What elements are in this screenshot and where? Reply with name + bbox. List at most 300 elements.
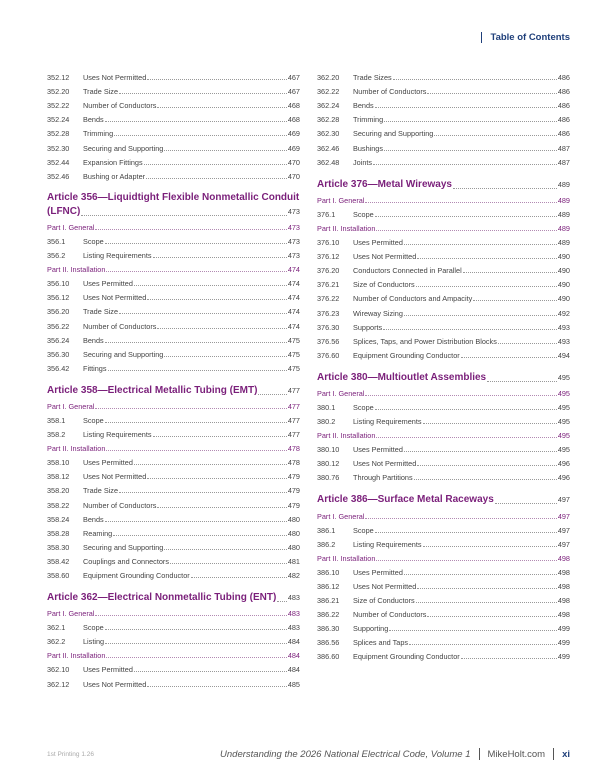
page-number: 497 xyxy=(557,511,570,521)
page-number: 496 xyxy=(557,459,570,469)
page-number: 480 xyxy=(287,528,300,538)
dot-leader xyxy=(146,178,287,179)
toc-entry[interactable] xyxy=(47,96,300,110)
toc-entry[interactable] xyxy=(317,398,570,412)
section-title: Size of Conductors xyxy=(353,596,415,606)
toc-article[interactable] xyxy=(317,177,570,191)
dot-leader xyxy=(113,535,287,536)
section-title: Bends xyxy=(83,514,104,524)
toc-entry[interactable] xyxy=(47,481,300,495)
toc-entry[interactable] xyxy=(47,167,300,181)
page-number: xi xyxy=(562,748,570,760)
section-title: Bends xyxy=(83,115,104,125)
page-number: 499 xyxy=(557,652,570,662)
dot-leader xyxy=(417,465,557,466)
dot-leader xyxy=(119,313,287,314)
dot-leader xyxy=(417,588,557,589)
page-number: 484 xyxy=(287,637,300,647)
section-number: 386.10 xyxy=(317,567,340,577)
section-title: Uses Not Permitted xyxy=(353,582,417,591)
dot-leader xyxy=(134,671,287,672)
part-title: Part I. General xyxy=(47,401,95,411)
dot-leader xyxy=(81,215,286,216)
toc-entry[interactable] xyxy=(317,275,570,289)
section-number: 358.12 xyxy=(47,472,70,482)
section-title: Securing and Supporting xyxy=(83,143,164,153)
section-number: 352.22 xyxy=(47,101,70,111)
section-number: 358.1 xyxy=(47,415,66,425)
toc-part[interactable] xyxy=(317,426,570,440)
page-number: 474 xyxy=(287,265,300,275)
toc-entry[interactable] xyxy=(47,425,300,439)
section-number: 362.1 xyxy=(47,623,66,633)
toc-entry[interactable] xyxy=(317,68,570,82)
page-number: 495 xyxy=(557,417,570,427)
page-number: 495 xyxy=(557,445,570,455)
section-title: Trade Size xyxy=(83,486,119,496)
section-number: 352.28 xyxy=(47,129,70,139)
dot-leader xyxy=(191,577,287,578)
page-number: 473 xyxy=(287,236,300,246)
page-number: 487 xyxy=(557,143,570,153)
toc-entry[interactable] xyxy=(317,96,570,110)
page-number: 490 xyxy=(557,266,570,276)
page-number: 478 xyxy=(287,444,300,454)
toc-part[interactable] xyxy=(317,506,570,520)
section-number: 376.21 xyxy=(317,280,340,290)
section-number: 376.30 xyxy=(317,322,340,332)
section-title: Through Partitions xyxy=(353,473,413,483)
dot-leader xyxy=(463,272,557,273)
dot-leader xyxy=(404,451,557,452)
toc-left-column xyxy=(47,68,300,689)
dot-leader xyxy=(384,150,557,151)
dot-leader xyxy=(417,258,557,259)
dot-leader xyxy=(375,409,557,410)
toc-entry[interactable] xyxy=(47,302,300,316)
page-number: 489 xyxy=(557,179,570,189)
page-number: 489 xyxy=(557,209,570,219)
dot-leader xyxy=(365,202,556,203)
toc-entry[interactable] xyxy=(317,633,570,647)
dot-leader xyxy=(461,658,557,659)
page-number: 498 xyxy=(557,596,570,606)
part-title: Part I. General xyxy=(317,511,365,521)
section-title: Uses Not Permitted xyxy=(83,293,147,303)
section-number: 352.24 xyxy=(47,115,70,125)
section-title: Scope xyxy=(353,525,374,535)
toc-entry[interactable] xyxy=(317,332,570,346)
page-number: 490 xyxy=(557,252,570,262)
toc-entry[interactable] xyxy=(47,232,300,246)
dot-leader xyxy=(461,357,557,358)
section-number: 362.48 xyxy=(317,157,340,167)
section-number: 362.10 xyxy=(47,665,70,675)
toc-article[interactable] xyxy=(47,590,300,604)
toc-entry[interactable] xyxy=(47,660,300,674)
article-title: Article 362—Electrical Nonmetallic Tubing (ENT) xyxy=(47,592,277,603)
toc-entry[interactable] xyxy=(47,524,300,538)
toc-entry[interactable] xyxy=(47,359,300,373)
article-title: Article 386—Surface Metal Raceways xyxy=(317,494,494,506)
section-number: 356.1 xyxy=(47,236,66,246)
toc-entry[interactable] xyxy=(47,411,300,425)
toc-right-column xyxy=(317,68,570,661)
page-number: 490 xyxy=(557,280,570,290)
dot-leader xyxy=(404,244,557,245)
page-number: 483 xyxy=(287,593,300,602)
section-number: 380.1 xyxy=(317,402,336,412)
toc-entry[interactable] xyxy=(317,205,570,219)
page-number: 498 xyxy=(557,610,570,620)
section-number: 376.56 xyxy=(317,336,340,346)
dot-leader xyxy=(95,615,286,616)
section-number: 376.22 xyxy=(317,294,340,304)
toc-entry[interactable] xyxy=(47,68,300,82)
toc-entry[interactable] xyxy=(317,647,570,661)
toc-entry[interactable] xyxy=(47,552,300,566)
section-number: 352.12 xyxy=(47,73,70,83)
section-title: Supporting xyxy=(353,624,389,634)
toc-entry[interactable] xyxy=(317,346,570,360)
section-title: Uses Permitted xyxy=(83,665,133,675)
toc-part[interactable] xyxy=(317,549,570,563)
article-title-line2: (LFNC) xyxy=(47,205,81,217)
section-title: Listing Requirements xyxy=(353,539,422,549)
article-title: Article 358—Electrical Metallic Tubing (EMT) xyxy=(47,384,258,396)
dot-leader xyxy=(427,616,556,617)
dot-leader xyxy=(434,135,556,136)
toc-entry[interactable] xyxy=(47,124,300,138)
dot-leader xyxy=(157,107,286,108)
section-number: 356.24 xyxy=(47,335,70,345)
toc-article[interactable] xyxy=(317,492,570,506)
section-title: Number of Conductors and Ampacity xyxy=(353,294,473,304)
toc-entry[interactable] xyxy=(317,454,570,468)
toc-article[interactable] xyxy=(47,383,300,397)
section-title: Number of Conductors xyxy=(353,610,427,620)
toc-entry[interactable] xyxy=(317,124,570,138)
toc-entry[interactable] xyxy=(317,468,570,482)
section-number: 386.1 xyxy=(317,525,336,535)
page-number: 498 xyxy=(557,567,570,577)
toc-entry[interactable] xyxy=(317,440,570,454)
page-number: 468 xyxy=(287,101,300,111)
toc-entry[interactable] xyxy=(317,591,570,605)
section-number: 358.2 xyxy=(47,430,66,440)
dot-leader xyxy=(423,423,557,424)
page-number: 475 xyxy=(287,349,300,359)
page-number: 477 xyxy=(287,430,300,440)
section-title: Securing and Supporting xyxy=(83,542,164,552)
page-number: 477 xyxy=(287,385,300,395)
toc-part[interactable] xyxy=(47,260,300,274)
dot-leader xyxy=(453,188,557,189)
section-title: Uses Not Permitted xyxy=(353,252,417,262)
toc-entry[interactable] xyxy=(317,412,570,426)
section-number: 362.22 xyxy=(317,87,340,97)
dot-leader xyxy=(277,601,287,602)
section-number: 380.12 xyxy=(317,459,340,469)
footer-separator xyxy=(479,748,480,760)
section-title: Scope xyxy=(83,236,104,246)
toc-entry[interactable] xyxy=(47,618,300,632)
toc-entry[interactable] xyxy=(317,261,570,275)
article-row xyxy=(317,177,570,191)
dot-leader xyxy=(108,370,287,371)
section-title: Uses Permitted xyxy=(353,567,403,577)
dot-leader xyxy=(157,328,286,329)
section-title: Uses Not Permitted xyxy=(83,472,147,482)
dot-leader xyxy=(106,271,286,272)
page-number: 480 xyxy=(287,542,300,552)
page-number: 480 xyxy=(287,514,300,524)
page-number: 497 xyxy=(557,525,570,535)
page-number: 474 xyxy=(287,307,300,317)
toc-entry[interactable] xyxy=(47,288,300,302)
section-number: 358.28 xyxy=(47,528,70,538)
page-number: 496 xyxy=(557,473,570,483)
toc-article[interactable] xyxy=(47,191,300,218)
page-number: 477 xyxy=(287,401,300,411)
dot-leader xyxy=(414,479,557,480)
dot-leader xyxy=(105,521,287,522)
article-row xyxy=(317,492,570,506)
page-number: 497 xyxy=(557,539,570,549)
part-title: Part I. General xyxy=(47,222,95,232)
toc-entry[interactable] xyxy=(317,82,570,96)
dot-leader xyxy=(119,93,287,94)
toc-part[interactable] xyxy=(317,191,570,205)
page-number: 473 xyxy=(287,251,300,261)
section-number: 380.76 xyxy=(317,473,340,483)
section-number: 358.24 xyxy=(47,514,70,524)
page-number: 483 xyxy=(287,623,300,633)
section-title: Uses Not Permitted xyxy=(83,73,147,83)
section-number: 362.46 xyxy=(317,143,340,153)
dot-leader xyxy=(389,630,557,631)
section-number: 356.30 xyxy=(47,349,70,359)
toc-entry[interactable] xyxy=(317,619,570,633)
dot-leader xyxy=(144,164,287,165)
dot-leader xyxy=(376,437,556,438)
page-footer xyxy=(47,748,570,762)
dot-leader xyxy=(373,164,557,165)
page-number: 499 xyxy=(557,638,570,648)
page-number: 492 xyxy=(557,308,570,318)
toc-entry[interactable] xyxy=(47,246,300,260)
page-number: 479 xyxy=(287,472,300,482)
toc-part[interactable] xyxy=(47,397,300,411)
toc-article[interactable] xyxy=(317,370,570,384)
section-title: Uses Permitted xyxy=(83,279,133,289)
toc-entry[interactable] xyxy=(47,345,300,359)
dot-leader xyxy=(134,464,287,465)
dot-leader xyxy=(473,300,557,301)
section-title: Supports xyxy=(353,322,383,332)
page-number: 497 xyxy=(557,495,570,505)
toc-entry[interactable] xyxy=(47,674,300,688)
dot-leader xyxy=(114,135,287,136)
part-title: Part I. General xyxy=(317,195,365,205)
article-title: Article 376—Metal Wireways xyxy=(317,178,452,190)
toc-entry[interactable] xyxy=(47,153,300,167)
toc-entry[interactable] xyxy=(317,153,570,167)
toc-entry[interactable] xyxy=(47,467,300,481)
section-title: Size of Conductors xyxy=(353,280,415,290)
page-number: 494 xyxy=(557,350,570,360)
toc-entry[interactable] xyxy=(317,233,570,247)
page-number: 489 xyxy=(557,223,570,233)
page-number: 490 xyxy=(557,294,570,304)
section-title: Expansion Fittings xyxy=(83,157,143,167)
section-number: 386.30 xyxy=(317,624,340,634)
toc-part[interactable] xyxy=(317,219,570,233)
toc-entry[interactable] xyxy=(317,605,570,619)
section-title: Couplings and Connectors xyxy=(83,556,169,566)
section-number: 362.2 xyxy=(47,637,66,647)
toc-part[interactable] xyxy=(317,384,570,398)
toc-entry[interactable] xyxy=(317,521,570,535)
section-title: Equipment Grounding Conductor xyxy=(353,350,460,360)
toc-entry[interactable] xyxy=(317,110,570,124)
page-number: 479 xyxy=(287,486,300,496)
dot-leader xyxy=(404,574,557,575)
dot-leader xyxy=(365,518,556,519)
dot-leader xyxy=(487,381,557,382)
dot-leader xyxy=(416,602,557,603)
section-title: Uses Permitted xyxy=(353,445,403,455)
footer-right xyxy=(220,748,570,760)
section-number: 352.44 xyxy=(47,157,70,167)
dot-leader xyxy=(106,657,286,658)
page-number: 483 xyxy=(287,609,300,619)
page-number: 470 xyxy=(287,157,300,167)
dot-leader xyxy=(423,546,557,547)
page-number: 487 xyxy=(557,157,570,167)
dot-leader xyxy=(147,79,287,80)
section-number: 356.2 xyxy=(47,251,66,261)
toc-entry[interactable] xyxy=(47,110,300,124)
toc-entry[interactable] xyxy=(317,535,570,549)
toc-entry[interactable] xyxy=(47,274,300,288)
page-number: 486 xyxy=(557,73,570,83)
toc-entry[interactable] xyxy=(47,316,300,330)
section-number: 386.60 xyxy=(317,652,340,662)
dot-leader xyxy=(105,121,287,122)
page-number: 474 xyxy=(287,279,300,289)
section-number: 376.12 xyxy=(317,252,340,262)
section-title: Scope xyxy=(353,402,374,412)
section-title: Number of Conductors xyxy=(83,321,157,331)
section-title: Equipment Grounding Conductor xyxy=(83,571,190,580)
part-title: Part II. Installation xyxy=(317,223,376,233)
toc-entry[interactable] xyxy=(47,495,300,509)
toc-entry[interactable] xyxy=(317,563,570,577)
section-number: 356.42 xyxy=(47,363,70,373)
toc-part[interactable] xyxy=(47,218,300,232)
section-title: Uses Not Permitted xyxy=(353,459,417,469)
dot-leader xyxy=(147,299,287,300)
section-number: 362.24 xyxy=(317,101,340,111)
dot-leader xyxy=(147,686,287,687)
toc-entry[interactable] xyxy=(317,303,570,317)
section-title: Listing Requirements xyxy=(353,417,422,427)
toc-entry[interactable] xyxy=(317,318,570,332)
page-number: 479 xyxy=(287,500,300,510)
section-title: Splices, Taps, and Power Distribution Blocks xyxy=(353,336,497,346)
article-row xyxy=(47,590,300,604)
section-title: Uses Permitted xyxy=(83,458,133,468)
section-number: 358.20 xyxy=(47,486,70,496)
page-number: 489 xyxy=(557,238,570,248)
toc-part[interactable] xyxy=(47,604,300,618)
page-number: 484 xyxy=(287,651,300,661)
section-number: 358.30 xyxy=(47,542,70,552)
section-number: 362.28 xyxy=(317,115,340,125)
toc-entry[interactable] xyxy=(47,82,300,96)
printing-note: 1st Printing 1.26 xyxy=(47,751,94,758)
dot-leader xyxy=(106,450,286,451)
page-number: 495 xyxy=(557,431,570,441)
section-number: 380.2 xyxy=(317,417,336,427)
section-number: 358.60 xyxy=(47,571,70,580)
page-number: 495 xyxy=(557,402,570,412)
dot-leader xyxy=(376,560,556,561)
dot-leader xyxy=(393,79,557,80)
toc-entry[interactable] xyxy=(317,577,570,591)
toc-part[interactable] xyxy=(47,439,300,453)
section-number: 386.2 xyxy=(317,539,336,549)
toc-entry[interactable] xyxy=(47,453,300,467)
dot-leader xyxy=(153,436,287,437)
toc-entry[interactable] xyxy=(317,247,570,261)
page-number: 475 xyxy=(287,363,300,373)
section-title: Number of Conductors xyxy=(83,101,157,111)
toc-entry[interactable] xyxy=(47,510,300,524)
section-number: 352.30 xyxy=(47,143,70,153)
page-number: 474 xyxy=(287,293,300,303)
page-number: 468 xyxy=(287,115,300,125)
toc-entry[interactable] xyxy=(47,331,300,345)
toc-entry[interactable] xyxy=(47,566,300,580)
section-title: Reaming xyxy=(83,528,113,538)
page-number: 475 xyxy=(287,335,300,345)
section-number: 356.22 xyxy=(47,321,70,331)
page-number: 467 xyxy=(287,87,300,97)
section-title: Listing Requirements xyxy=(83,251,152,261)
page-number: 478 xyxy=(287,458,300,468)
article-title-line1: Article 356—Liquidtight Flexible Nonmetallic Conduit xyxy=(47,191,300,203)
dot-leader xyxy=(375,107,557,108)
section-number: 358.22 xyxy=(47,500,70,510)
section-title: Trade Size xyxy=(83,307,119,317)
section-title: Scope xyxy=(83,415,104,425)
dot-leader xyxy=(416,286,557,287)
page-number: 469 xyxy=(287,129,300,139)
toc-entry[interactable] xyxy=(47,538,300,552)
section-title: Number of Conductors xyxy=(83,500,157,510)
toc-part[interactable] xyxy=(47,646,300,660)
toc-entry[interactable] xyxy=(317,289,570,303)
toc-entry[interactable] xyxy=(47,632,300,646)
page-number: 493 xyxy=(557,322,570,332)
toc-entry[interactable] xyxy=(317,138,570,152)
part-title: Part II. Installation xyxy=(317,431,376,441)
section-number: 386.56 xyxy=(317,638,340,648)
toc-entry[interactable] xyxy=(47,138,300,152)
page-number: 486 xyxy=(557,101,570,111)
